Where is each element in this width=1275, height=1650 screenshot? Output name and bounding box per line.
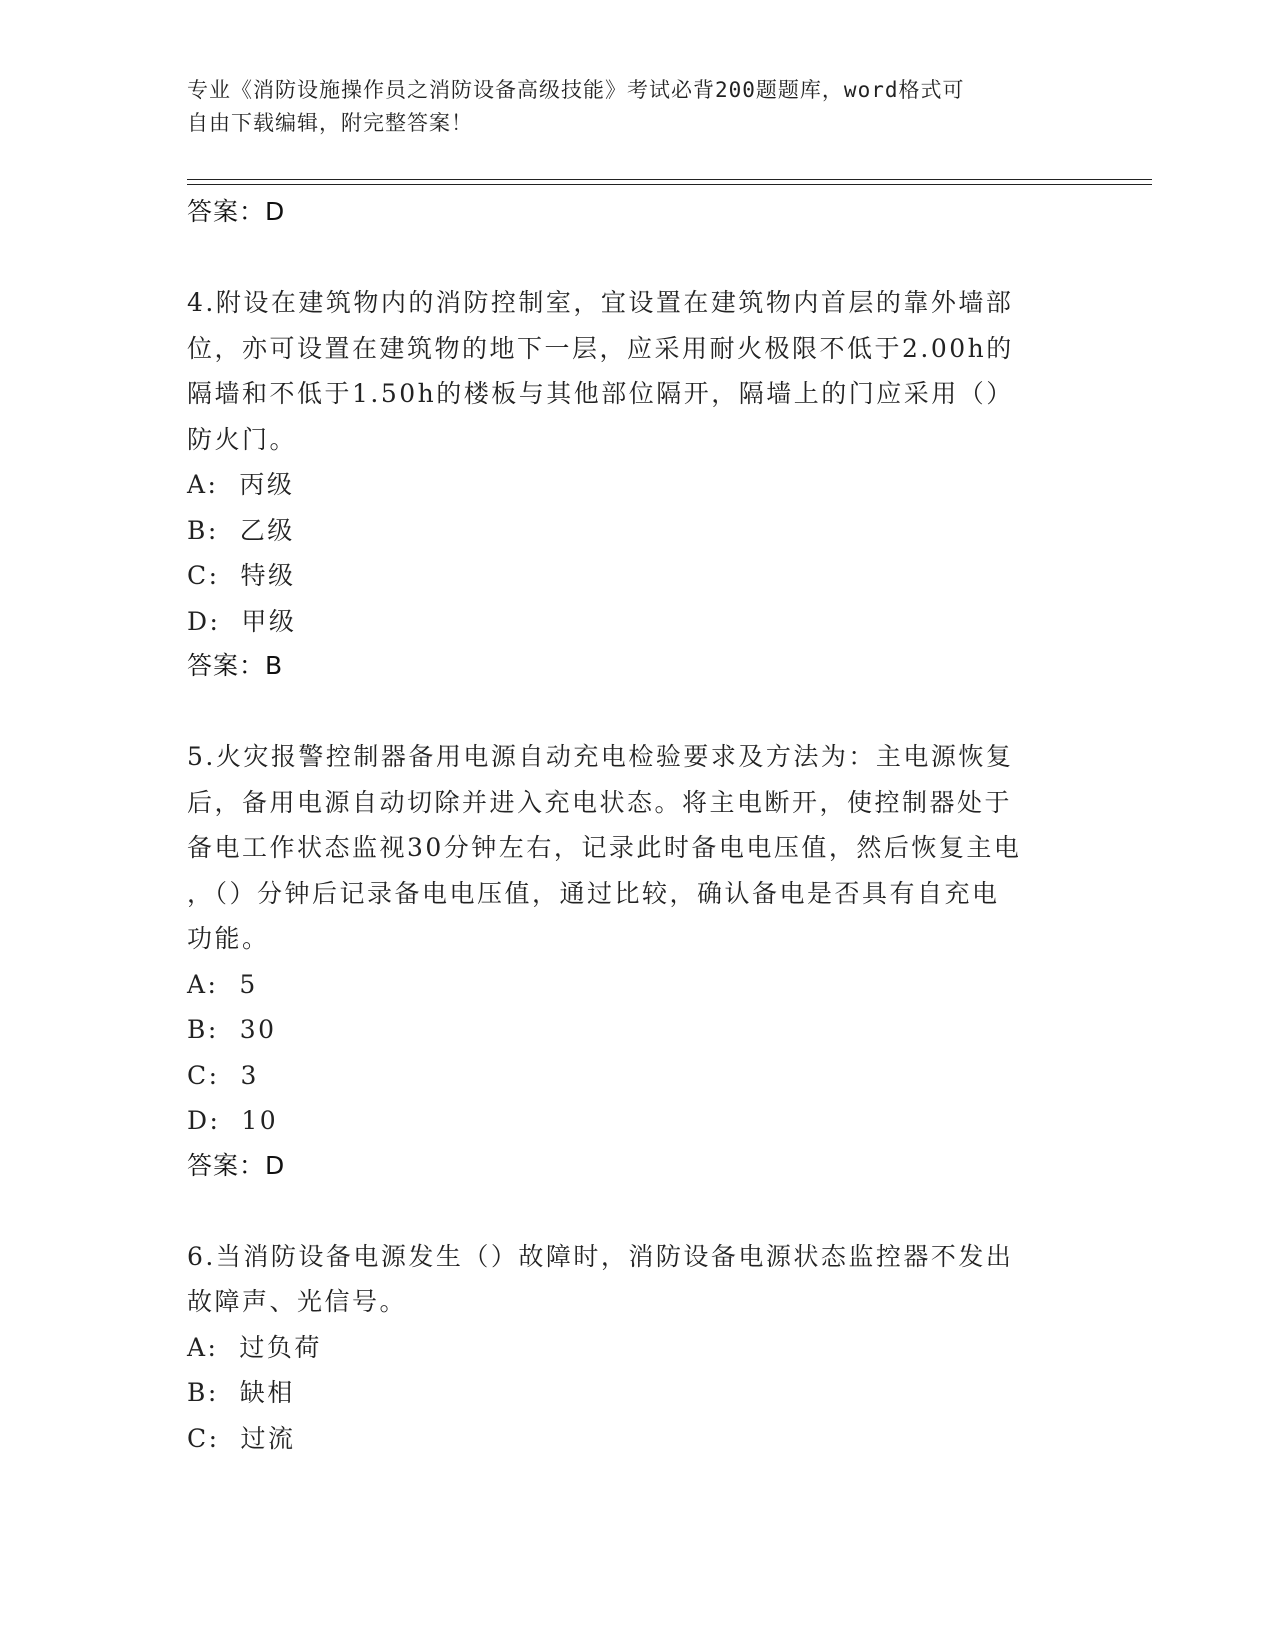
spacer bbox=[187, 688, 1087, 734]
option-d: D: 10 bbox=[187, 1106, 279, 1135]
option-a: A: 5 bbox=[187, 969, 258, 999]
question-text: 后，备用电源自动切除并进入充电状态。将主电断开，使控制器处于 bbox=[187, 787, 1013, 817]
question-4 bbox=[187, 280, 1087, 688]
header-line: 自由下载编辑，附完整答案！ bbox=[187, 111, 473, 135]
answer-line: 答案：D bbox=[187, 1150, 286, 1180]
question-text: ，（）分钟后记录备电电压值，通过比较，确认备电是否具有自充电 bbox=[187, 878, 1000, 908]
option-a: A: 丙级 bbox=[187, 470, 295, 499]
question-5 bbox=[187, 734, 1087, 1188]
question-text: 6.当消防设备电源发生（）故障时，消防设备电源状态监控器不发出 bbox=[187, 1241, 1014, 1271]
option-c: C: 过流 bbox=[187, 1423, 296, 1453]
question-text: 隔墙和不低于1.50h的楼板与其他部位隔开，隔墙上的门应采用（） bbox=[187, 379, 1014, 408]
question-text: 位，亦可设置在建筑物的地下一层，应采用耐火极限不低于2.00h的 bbox=[187, 333, 1014, 363]
question-6 bbox=[187, 1234, 1087, 1462]
answer-line: 答案：D bbox=[187, 197, 286, 226]
answer-line: 答案：B bbox=[187, 651, 284, 680]
question-list bbox=[187, 190, 1087, 1461]
option-c: C: 3 bbox=[187, 1060, 259, 1090]
header-line: 专业《消防设施操作员之消防设备高级技能》考试必背200题题库，word格式可 bbox=[187, 78, 965, 102]
option-a: A: 过负荷 bbox=[187, 1332, 322, 1362]
question-text: 故障声、光信号。 bbox=[187, 1287, 408, 1316]
document-header bbox=[187, 74, 1067, 140]
option-b: B: 缺相 bbox=[187, 1378, 295, 1407]
question-text: 功能。 bbox=[187, 924, 270, 953]
question-text: 5.火灾报警控制器备用电源自动充电检验要求及方法为：主电源恢复 bbox=[187, 742, 1014, 771]
spacer bbox=[187, 234, 1087, 280]
question-text: 防火门。 bbox=[187, 424, 298, 454]
header-divider bbox=[187, 184, 1152, 185]
option-d: D: 甲级 bbox=[187, 606, 297, 636]
question-text: 备电工作状态监视30分钟左右，记录此时备电电压值，然后恢复主电 bbox=[187, 833, 1022, 862]
header-divider bbox=[187, 179, 1152, 180]
question-text: 4.附设在建筑物内的消防控制室，宜设置在建筑物内首层的靠外墙部 bbox=[187, 288, 1014, 317]
option-c: C: 特级 bbox=[187, 561, 296, 590]
option-b: B: 30 bbox=[187, 1015, 277, 1044]
option-b: B: 乙级 bbox=[187, 515, 295, 545]
spacer bbox=[187, 1188, 1087, 1234]
